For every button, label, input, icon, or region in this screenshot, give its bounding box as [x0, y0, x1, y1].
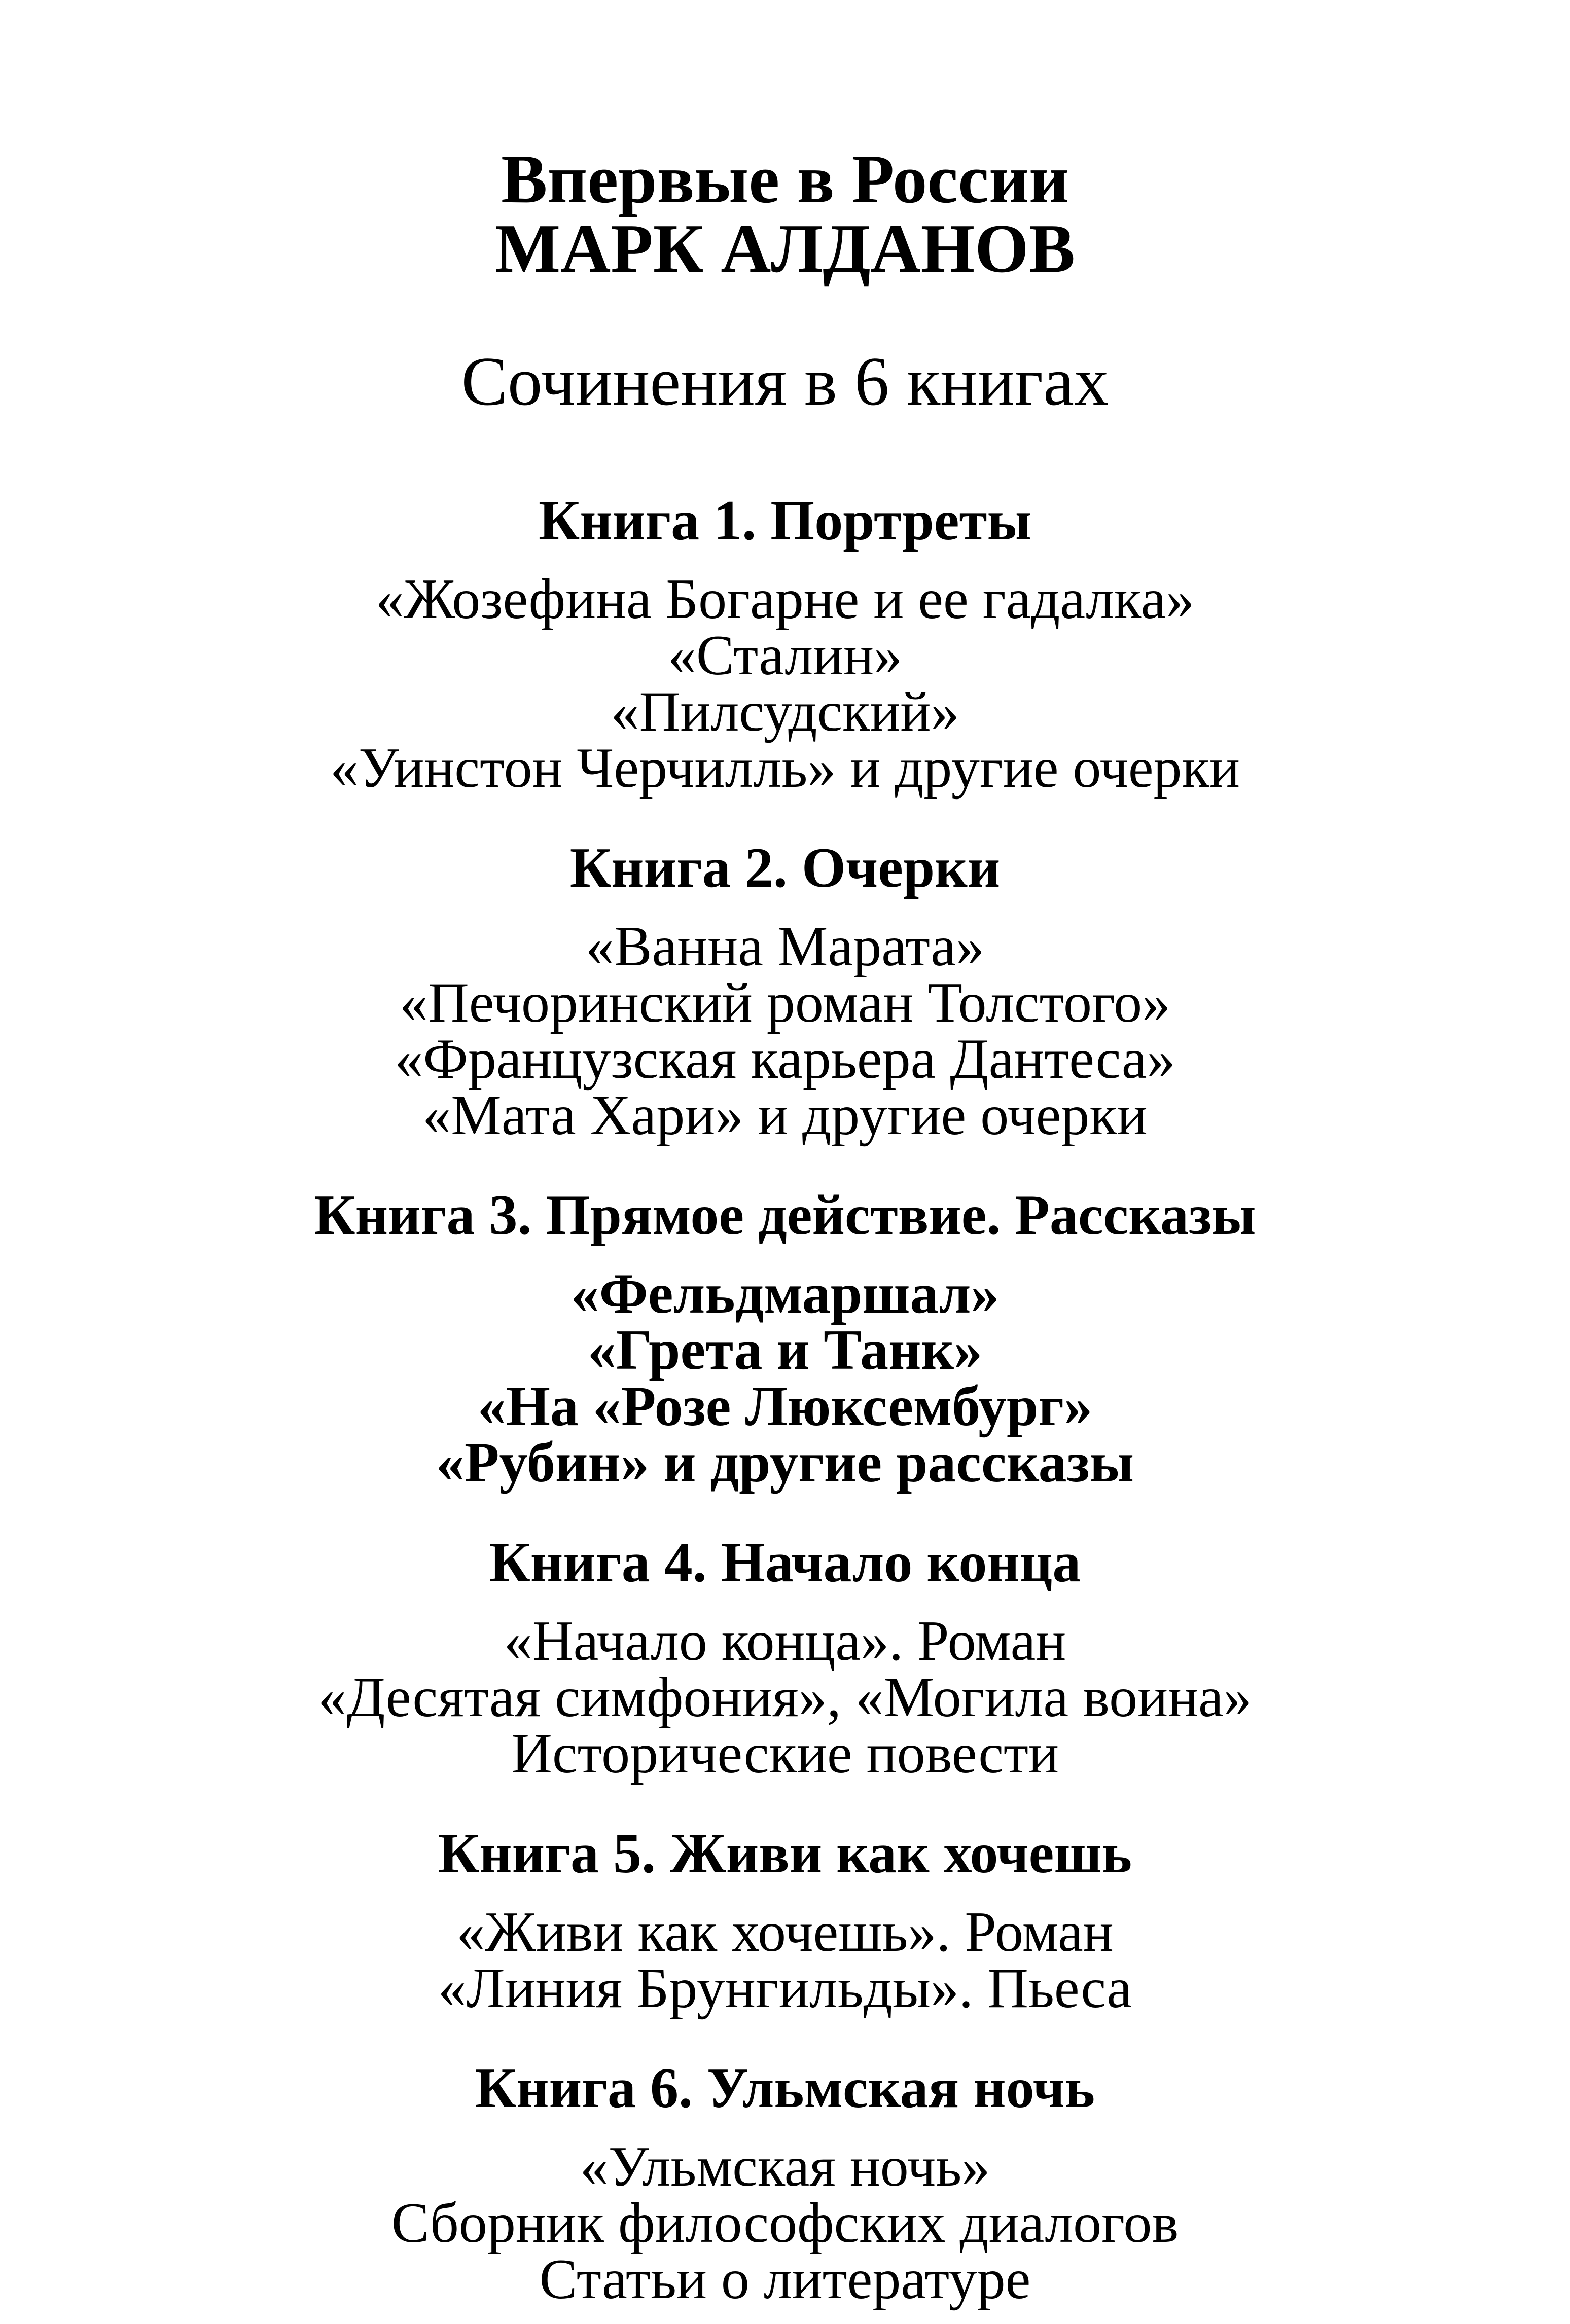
book-content-line: «Живи как хочешь». Роман: [456, 1901, 1114, 1964]
book-content-line: «Ульмская ночь»: [580, 2135, 990, 2198]
book-content-line: «Мата Хари» и другие очерки: [422, 1084, 1148, 1147]
book-heading: Книга 1. Портреты: [539, 489, 1031, 552]
book-content-line: «Жозефина Богарне и ее гадалка»: [375, 568, 1195, 631]
book-entry-4: [0, 1531, 1570, 1785]
book-content-line: «Уинстон Черчилль» и другие очерки: [330, 737, 1240, 800]
book-content-line: Статьи о литературе: [539, 2248, 1031, 2311]
book-entry-2: [0, 837, 1570, 1147]
book-content-line: Сборник философских диалогов: [391, 2192, 1179, 2255]
book-content-line: «Рубин» и другие рассказы: [436, 1431, 1134, 1494]
book-content-line: «Начало конца». Роман: [504, 1610, 1066, 1673]
book-content-line: «На «Розе Люксембург»: [477, 1375, 1093, 1438]
book-heading: Книга 6. Ульмская ночь: [475, 2057, 1095, 2120]
series-title: Впервые в России: [501, 140, 1069, 217]
book-content-line: «Линия Брунгильды». Пьеса: [438, 1957, 1132, 2020]
book-entry-6: [0, 2057, 1570, 2311]
book-entry-1: [0, 489, 1570, 800]
book-entry-5: [0, 1822, 1570, 2020]
author-name: МАРК АЛДАНОВ: [494, 210, 1076, 287]
book-content-line: «Сталин»: [668, 624, 902, 687]
book-content-line: «Ванна Марата»: [585, 915, 985, 978]
book-heading: Книга 2. Очерки: [569, 837, 1001, 899]
collection-title: Сочинения в 6 книгах: [461, 343, 1109, 420]
book-heading: Книга 3. Прямое действие. Рассказы: [314, 1184, 1256, 1247]
book-heading: Книга 5. Живи как хочешь: [438, 1822, 1132, 1885]
book-content-line: «Французская карьера Дантеса»: [395, 1028, 1175, 1091]
book-content-line: «Десятая симфония», «Могила воина»: [318, 1666, 1252, 1729]
book-content-line: Исторические повести: [511, 1722, 1059, 1785]
book-entry-3: [0, 1184, 1570, 1494]
book-content-line: «Пилсудский»: [611, 680, 959, 743]
book-content-line: «Фельдмаршал»: [570, 1262, 1000, 1325]
book-heading: Книга 4. Начало конца: [489, 1531, 1081, 1594]
book-content-line: «Печоринский роман Толстого»: [399, 971, 1171, 1034]
book-content-line: «Грета и Танк»: [587, 1319, 983, 1382]
